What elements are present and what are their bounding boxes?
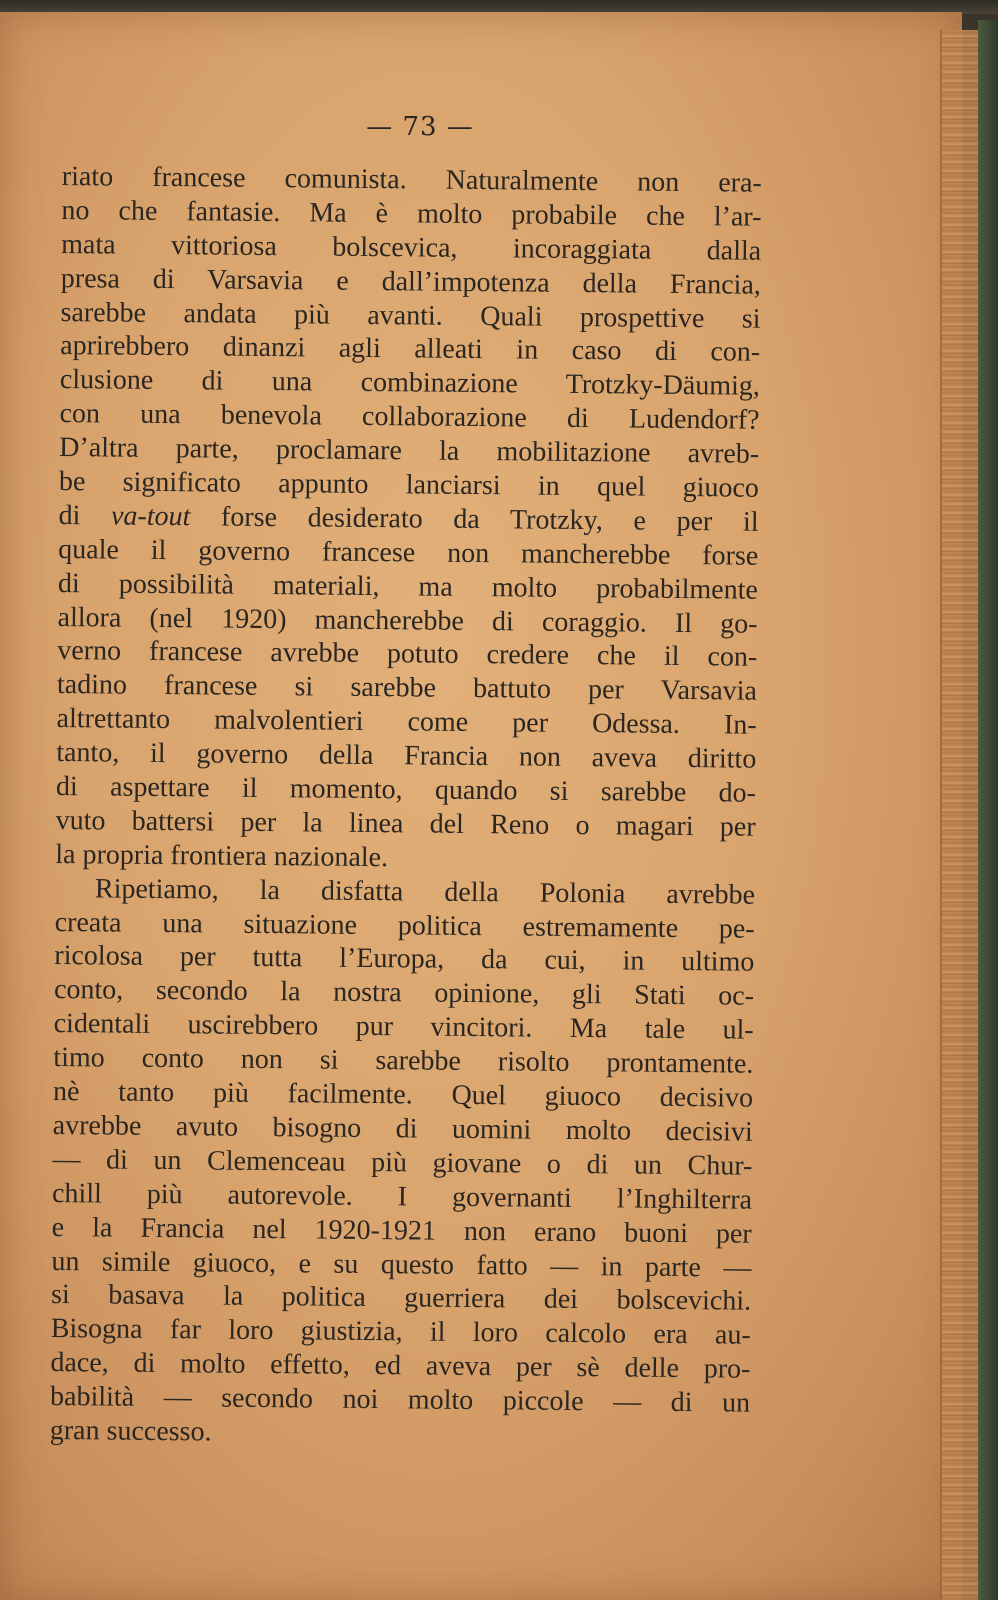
text-line: mata vittoriosa bolscevica, incoraggiata dalla: [61, 228, 762, 267]
page-number: — 73 —: [366, 112, 474, 142]
text-line: si basava la politica guerriera dei bolscevichi.: [50, 1279, 752, 1318]
text-fragment: di: [58, 499, 112, 532]
book-cover-edge: [978, 20, 998, 1600]
text-line: di aspettare il momento, quando si sarebbe do-: [55, 771, 757, 809]
text-line: Ripetiamo, la disfatta della Polonia avrebbe: [94, 873, 756, 911]
text-line: di possibilità materiali, ma molto probabilmente: [57, 567, 759, 606]
paragraph-1: [55, 160, 762, 878]
text-line: verno francese avrebbe potuto credere che il con-: [57, 635, 758, 674]
text-line: ricolosa per tutta l’Europa, da cui, in ultimo: [54, 940, 755, 979]
text-line: timo conto non si sarebbe risolto prontamente.: [53, 1042, 754, 1080]
italic-term: va-tout: [110, 500, 191, 533]
text-line: presa di Varsavia e dall’impotenza della Francia,: [60, 262, 761, 301]
text-line: creata una situazione politica estremamente pe-: [54, 906, 755, 945]
text-line: con una benevola collaborazione di Ludendorf?: [59, 398, 760, 436]
text-line: — di un Clemenceau più giovane o di un Chur-: [52, 1143, 753, 1182]
text-line: D’altra parte, proclamare la mobilitazione avreb-: [59, 432, 760, 470]
text-line: altrettanto malvolentieri come per Odessa. In-: [56, 703, 757, 741]
text-line: riato francese comunista. Naturalmente non era-: [61, 160, 762, 199]
text-line: e la Francia nel 1920-1921 non erano buoni per: [51, 1211, 752, 1250]
text-line: conto, secondo la nostra opinione, gli Stati oc-: [53, 974, 755, 1013]
text-line: nè tanto più facilmente. Quel giuoco decisivo: [52, 1076, 754, 1114]
paragraph-2: [50, 872, 755, 1455]
text-line: un simile giuoco, e su questo fatto — in parte —: [51, 1245, 752, 1284]
text-line: quale il governo francese non mancherebbe forse: [58, 533, 759, 572]
body-text: [50, 160, 762, 1455]
text-line: tadino francese si sarebbe battuto per Varsavia: [56, 669, 758, 708]
text-line: aprirebbero dinanzi agli alleati in caso di con-: [60, 330, 761, 369]
text-line: allora (nel 1920) mancherebbe di coraggio. Il go-: [57, 601, 758, 640]
text-fragment: forse desiderato da Trotzky, e per il: [190, 501, 759, 538]
text-line: tanto, il governo della Francia non aveva diritto: [56, 737, 757, 775]
text-line: la propria frontiera nazionale.: [55, 838, 389, 873]
text-line: sarebbe andata più avanti. Quali prospettive si: [60, 296, 761, 335]
text-line: be significato appunto lanciarsi in quel giuoco: [58, 466, 760, 504]
text-line: clusione di una combinazione Trotzky-Däumig,: [59, 364, 761, 403]
text-line: gran successo.: [49, 1414, 212, 1448]
text-line: cidentali uscirebbero pur vincitori. Ma tale ul-: [53, 1008, 754, 1046]
text-line: avrebbe avuto bisogno di uomini molto decisivi: [52, 1109, 753, 1148]
text-line: Bisogna far loro giustizia, il loro calcolo era au-: [50, 1313, 751, 1351]
text-line: babilità — secondo noi molto piccole — di un: [49, 1381, 751, 1419]
text-line: no che fantasie. Ma è molto probabile che l’ar-: [61, 194, 762, 233]
text-line: vuto battersi per la linea del Reno o magari per: [55, 804, 756, 843]
book-spine-edge: [940, 30, 980, 1600]
text-line: dace, di molto effetto, ed aveva per sè delle pro-: [50, 1347, 751, 1385]
text-line: chill più autorevole. I governanti l’Inghilterra: [51, 1177, 753, 1216]
